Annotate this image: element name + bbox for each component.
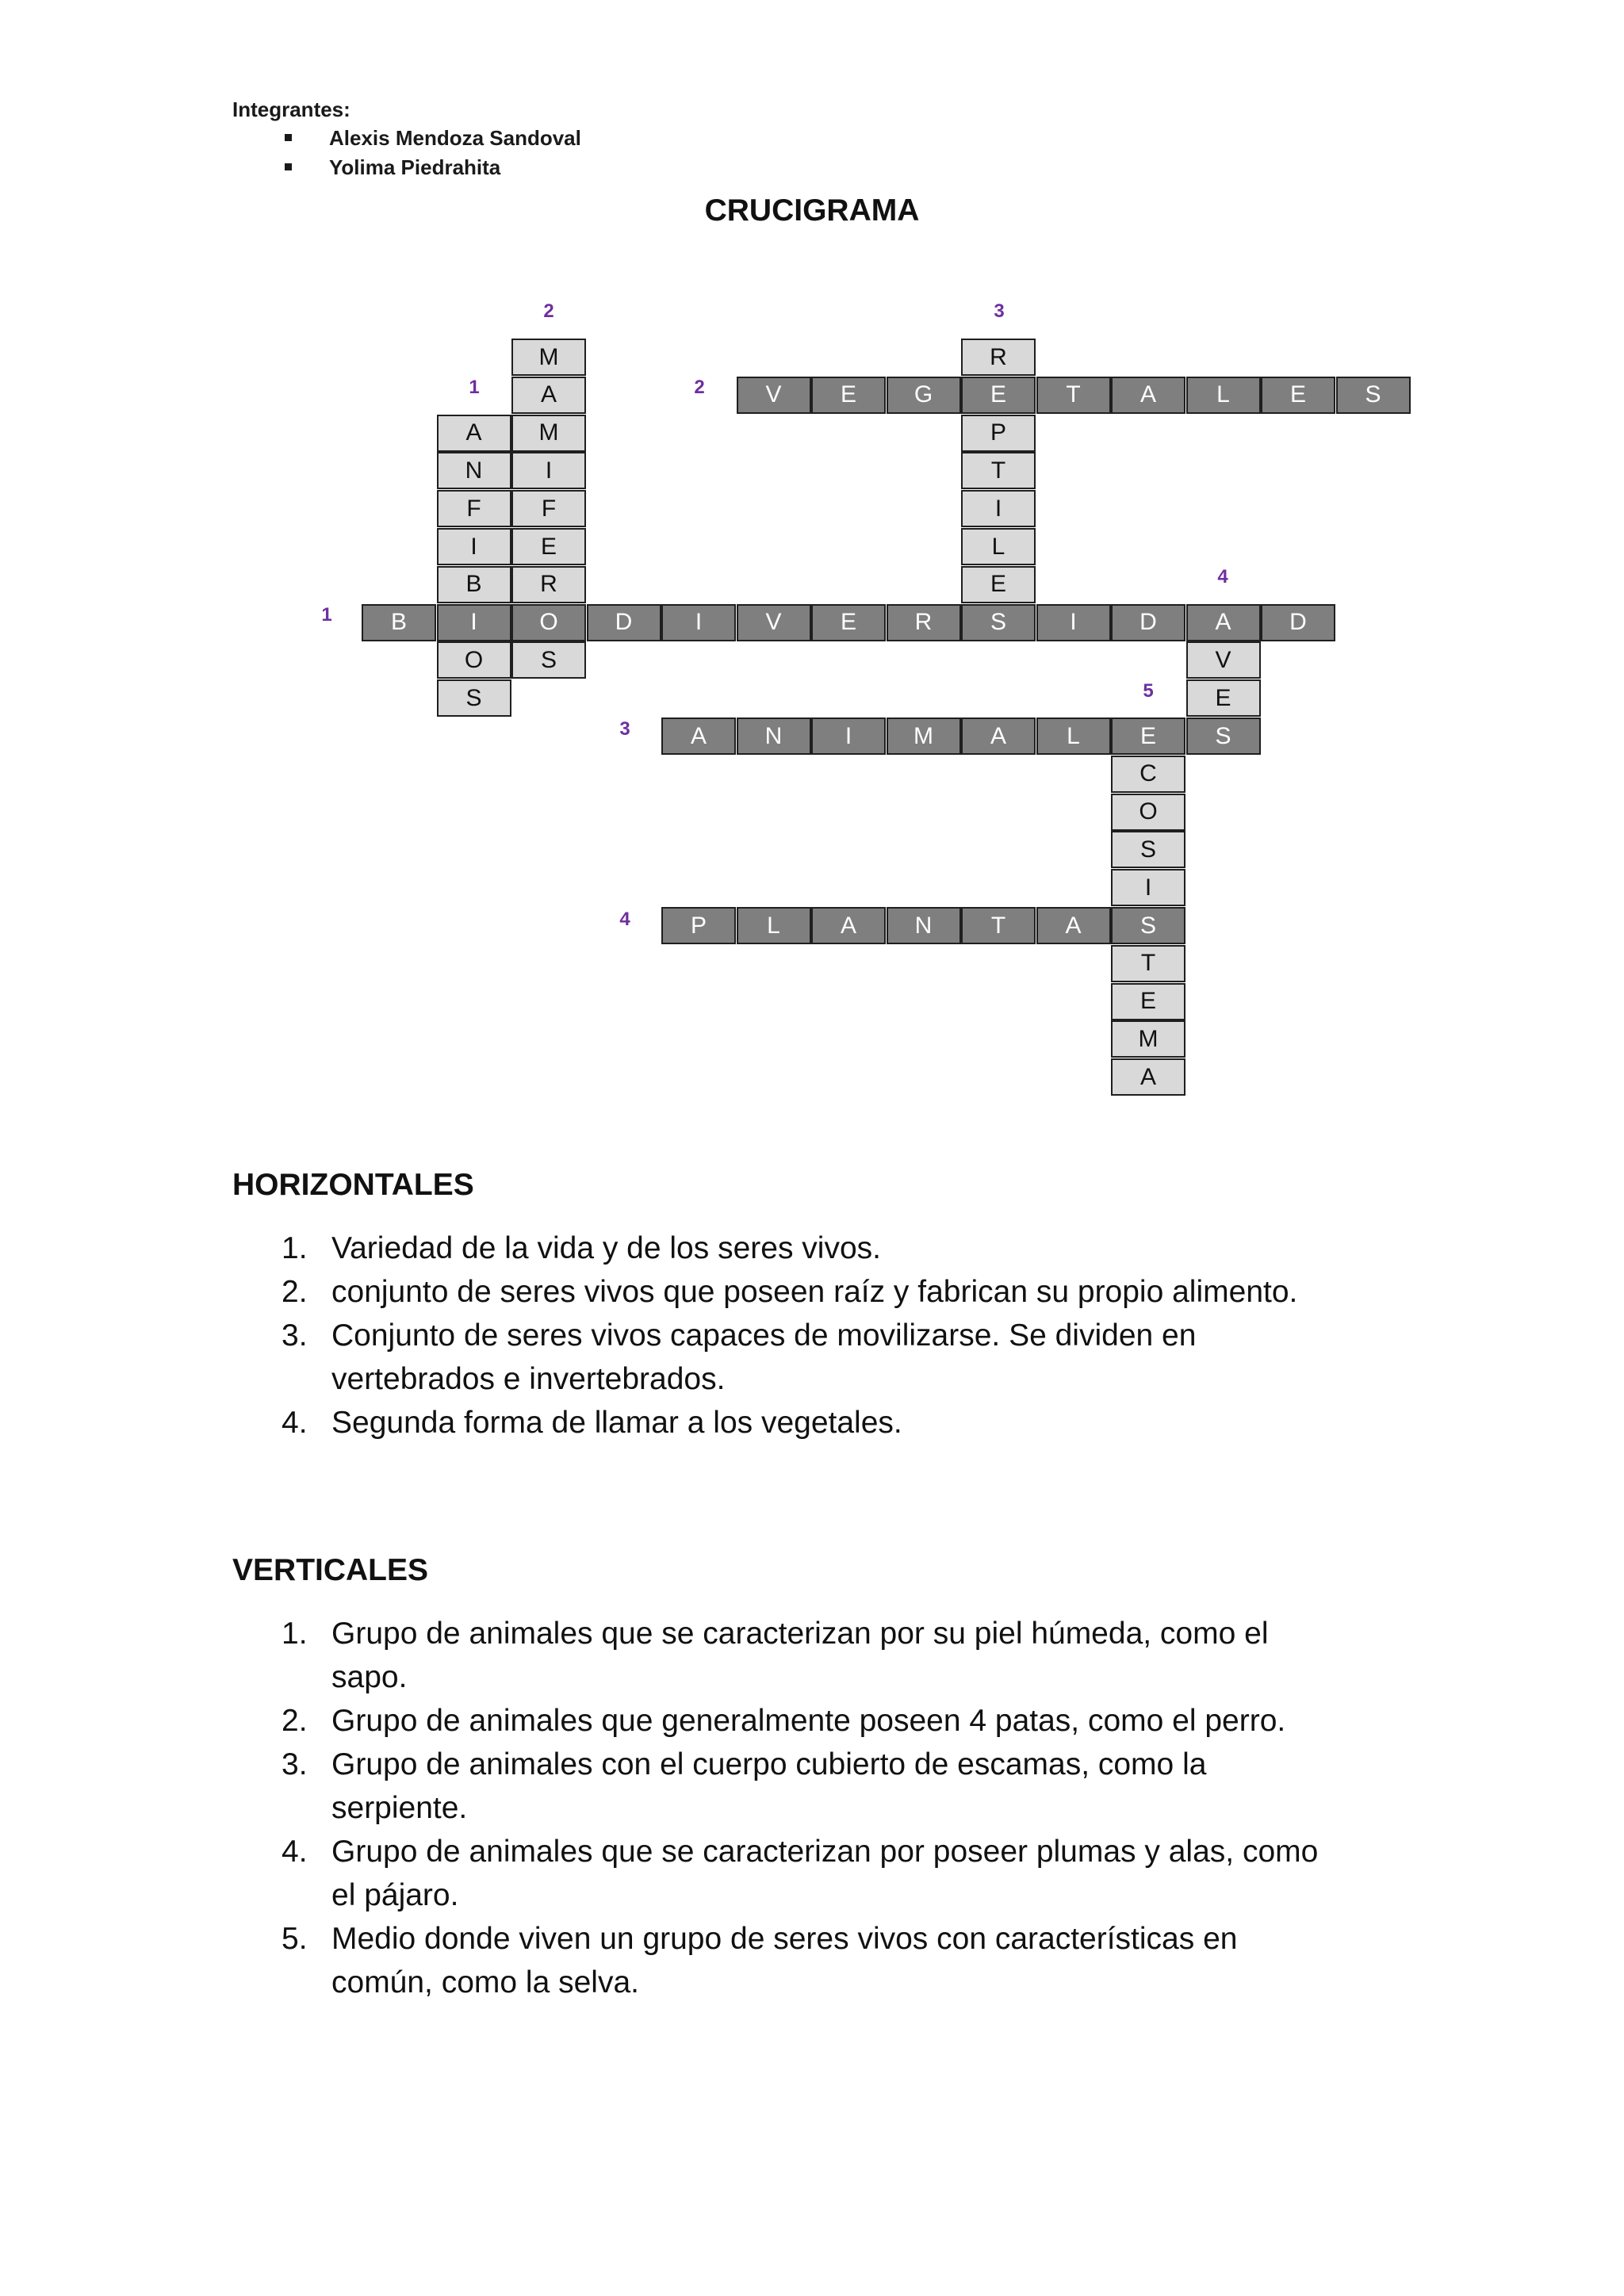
crossword-cell: R [887, 604, 961, 641]
crossword-cell: E [1111, 983, 1185, 1020]
crossword-cell: E [961, 566, 1036, 603]
crossword-grid [0, 0, 1624, 1110]
clue-number: 4. [282, 1406, 308, 1440]
clue-text-line: vertebrados e invertebrados. [331, 1362, 726, 1396]
clue-text-line: el pájaro. [331, 1878, 459, 1912]
crossword-cell: B [362, 604, 436, 641]
clue-text-line: sapo. [331, 1660, 408, 1694]
crossword-cell: V [737, 377, 811, 414]
crossword-cell: D [587, 604, 661, 641]
crossword-cell: M [887, 718, 961, 755]
crossword-cell: A [1111, 1058, 1185, 1096]
crossword-cell: S [1111, 831, 1185, 868]
crossword-cell: L [737, 907, 811, 944]
horizontales-heading: HORIZONTALES [232, 1168, 474, 1202]
crossword-cell: E [1186, 679, 1261, 717]
crossword-cell: V [1186, 641, 1261, 679]
vertical-clue-number: 3 [994, 300, 1005, 322]
horizontal-clue-number: 4 [619, 909, 630, 930]
crossword-cell: S [1111, 907, 1185, 944]
crossword-cell: B [437, 566, 511, 603]
clue-number: 2. [282, 1704, 308, 1738]
crossword-cell: E [811, 604, 886, 641]
crossword-cell: S [437, 679, 511, 717]
crossword-cell: A [511, 377, 586, 414]
clue-item [232, 1917, 1318, 2004]
crossword-cell: A [437, 415, 511, 452]
clue-text-line: conjunto de seres vivos que poseen raíz y fabrican su propio alimento. [331, 1275, 1298, 1309]
verticales-clue-list [232, 1612, 1318, 2004]
crossword-cell: E [1111, 718, 1185, 755]
crossword-cell: I [661, 604, 736, 641]
crossword-cell: N [887, 907, 961, 944]
clue-item [232, 1226, 1297, 1270]
clue-item [232, 1699, 1318, 1743]
vertical-clue-number: 1 [469, 377, 480, 398]
vertical-clue-number: 2 [543, 300, 554, 322]
crossword-cell: A [961, 718, 1036, 755]
crossword-cell: F [437, 490, 511, 527]
crossword-cell: T [961, 452, 1036, 489]
crossword-cell: D [1111, 604, 1185, 641]
clue-item [232, 1612, 1318, 1699]
crossword-cell: O [511, 604, 586, 641]
crossword-cell: G [887, 377, 961, 414]
verticales-heading: VERTICALES [232, 1553, 429, 1587]
crossword-cell: M [1111, 1020, 1185, 1058]
crossword-cell: I [961, 490, 1036, 527]
crossword-cell: R [511, 566, 586, 603]
clue-number: 3. [282, 1747, 308, 1781]
clue-text-line: Grupo de animales con el cuerpo cubierto de escamas, como la [331, 1747, 1207, 1781]
member-name: Yolima Piedrahita [329, 155, 501, 179]
clue-item [232, 1401, 1297, 1445]
clue-number: 1. [282, 1617, 308, 1651]
verticales-section [232, 1553, 1318, 2004]
crossword-cell: R [961, 339, 1036, 376]
clue-item [232, 1270, 1297, 1314]
crossword-cell: I [437, 604, 511, 641]
crossword-cell: I [511, 452, 586, 489]
horizontales-clue-list [232, 1226, 1297, 1445]
crossword-cell: N [737, 718, 811, 755]
clue-item [232, 1314, 1297, 1401]
clue-text-line: Variedad de la vida y de los seres vivos. [331, 1231, 881, 1265]
crossword-cell: F [511, 490, 586, 527]
horizontales-section [232, 1168, 1297, 1445]
crossword-cell: T [1036, 377, 1111, 414]
crossword-cell: I [811, 718, 886, 755]
clue-number: 3. [282, 1318, 308, 1353]
crossword-cell: E [811, 377, 886, 414]
clue-number: 5. [282, 1922, 308, 1956]
horizontal-clue-number: 2 [694, 377, 705, 398]
crossword-cell: A [1111, 377, 1185, 414]
crossword-cell: S [511, 641, 586, 679]
clue-item [232, 1743, 1318, 1830]
crossword-cell: M [511, 339, 586, 376]
crossword-cell: I [437, 528, 511, 565]
crossword-cell: P [661, 907, 736, 944]
crossword-cell: O [437, 641, 511, 679]
clue-number: 4. [282, 1835, 308, 1869]
crossword-cell: N [437, 452, 511, 489]
crossword-cell: A [1036, 907, 1111, 944]
crossword-cell: T [961, 907, 1036, 944]
horizontal-clue-number: 3 [619, 718, 630, 740]
clue-text-line: común, como la selva. [331, 1965, 640, 1999]
clue-number: 1. [282, 1231, 308, 1265]
crossword-cell: A [1186, 604, 1261, 641]
crossword-cell: S [961, 604, 1036, 641]
crossword-cell: L [961, 528, 1036, 565]
page-title: CRUCIGRAMA [704, 193, 920, 228]
horizontal-clue-number: 1 [321, 604, 332, 626]
crossword-cell: E [961, 377, 1036, 414]
crossword-cell: T [1111, 945, 1185, 982]
clue-number: 2. [282, 1275, 308, 1309]
crossword-cell: I [1111, 869, 1185, 906]
crossword-cell: A [811, 907, 886, 944]
crossword-cell: O [1111, 794, 1185, 831]
crossword-cell: C [1111, 756, 1185, 793]
members-label: Integrantes: [232, 98, 350, 121]
crossword-cell: V [737, 604, 811, 641]
clue-text-line: Grupo de animales que generalmente poseen 4 patas, como el perro. [331, 1704, 1286, 1738]
crossword-cell: D [1261, 604, 1335, 641]
crossword-cell: E [1261, 377, 1335, 414]
clue-text-line: Medio donde viven un grupo de seres vivos con características en [331, 1922, 1238, 1956]
crossword-cell: S [1336, 377, 1411, 414]
crossword-cell: I [1036, 604, 1111, 641]
crossword-cell: A [661, 718, 736, 755]
vertical-clue-number: 5 [1143, 680, 1154, 702]
crossword-cell: S [1186, 718, 1261, 755]
clue-text-line: Grupo de animales que se caracterizan por poseer plumas y alas, como [331, 1835, 1319, 1869]
crossword-cell: L [1036, 718, 1111, 755]
clue-text-line: Segunda forma de llamar a los vegetales. [331, 1406, 902, 1440]
crossword-cell: E [511, 528, 586, 565]
vertical-clue-number: 4 [1217, 566, 1228, 587]
crossword-cell: P [961, 415, 1036, 452]
crossword-cell: M [511, 415, 586, 452]
clue-text-line: serpiente. [331, 1791, 468, 1825]
member-name: Alexis Mendoza Sandoval [329, 126, 581, 150]
clue-text-line: Conjunto de seres vivos capaces de movilizarse. Se dividen en [331, 1318, 1197, 1353]
crossword-cell: L [1186, 377, 1261, 414]
clue-text-line: Grupo de animales que se caracterizan por su piel húmeda, como el [331, 1617, 1269, 1651]
clue-item [232, 1830, 1318, 1917]
